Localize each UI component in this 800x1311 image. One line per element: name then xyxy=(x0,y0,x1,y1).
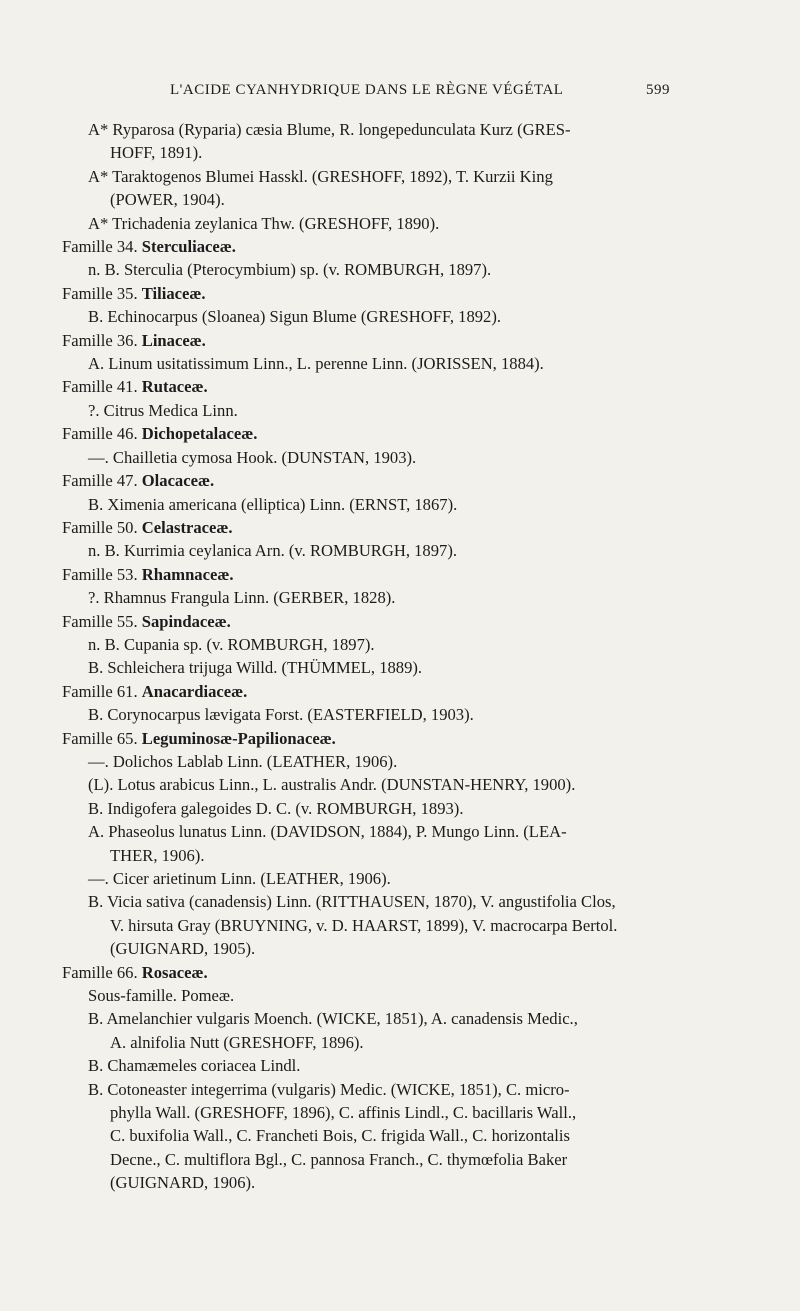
line-text: Famille 65. xyxy=(62,728,142,748)
page-number: 599 xyxy=(646,82,670,98)
line-text: A. Phaseolus lunatus Linn. (DAVIDSON, 1884), P. Mungo Linn. (LEA- xyxy=(88,822,567,842)
line-text: A* Taraktogenos Blumei Hasskl. (GRESHOFF, 1892), T. Kurzii King xyxy=(88,166,553,186)
species-line xyxy=(62,1148,682,1171)
species-line xyxy=(62,118,682,141)
line-text: B. Ximenia americana (elliptica) Linn. (ERNST, 1867). xyxy=(88,494,458,514)
family-name: Leguminosæ-Papilionaceæ. xyxy=(141,728,336,748)
line-text: Decne., C. multiflora Bgl., C. pannosa Franch., C. thymœfolia Baker xyxy=(110,1149,568,1169)
line-text: B. Chamæmeles coriacea Lindl. xyxy=(88,1056,301,1076)
line-text: ?. Rhamnus Frangula Linn. (GERBER, 1828). xyxy=(88,588,396,608)
species-line xyxy=(62,1171,682,1194)
family-heading xyxy=(62,282,682,305)
line-text: B. Corynocarpus lævigata Forst. (EASTERFIELD, 1903). xyxy=(88,705,474,725)
line-text: Famille 36. xyxy=(62,330,142,350)
line-text: Famille 66. xyxy=(62,962,142,982)
line-text: —. Dolichos Lablab Linn. (LEATHER, 1906). xyxy=(88,751,398,771)
line-text: n. B. Cupania sp. (v. ROMBURGH, 1897). xyxy=(88,634,375,654)
family-heading xyxy=(62,610,682,633)
family-heading xyxy=(62,329,682,352)
line-text: phylla Wall. (GRESHOFF, 1896), C. affinis Lindl., C. bacillaris Wall., xyxy=(110,1103,577,1123)
line-text: A. Linum usitatissimum Linn., L. perenne Linn. (JORISSEN, 1884). xyxy=(88,354,544,374)
line-text: Famille 41. xyxy=(62,377,142,397)
species-line xyxy=(62,212,682,235)
line-text: (POWER, 1904). xyxy=(110,190,225,210)
family-name: Rosaceæ. xyxy=(141,962,208,982)
species-line xyxy=(62,797,682,820)
document-body xyxy=(62,118,682,1195)
line-text: B. Indigofera galegoides D. C. (v. ROMBURGH, 1893). xyxy=(88,798,464,818)
line-text: Famille 34. xyxy=(62,237,142,257)
species-line xyxy=(62,586,682,609)
species-line xyxy=(62,914,682,937)
line-text: B. Schleichera trijuga Willd. (THÜMMEL, 1889). xyxy=(88,658,423,678)
line-text: V. hirsuta Gray (BRUYNING, v. D. HAARST, 1899), V. macrocarpa Bertol. xyxy=(110,915,618,935)
species-line xyxy=(62,820,682,843)
species-line xyxy=(62,188,682,211)
species-line xyxy=(62,656,682,679)
line-text: Famille 47. xyxy=(62,471,142,491)
species-line xyxy=(62,984,682,1007)
species-line xyxy=(62,773,682,796)
family-name: Sterculiaceæ. xyxy=(141,237,236,257)
family-heading xyxy=(62,375,682,398)
line-text: n. B. Sterculia (Pterocymbium) sp. (v. ROMBURGH, 1897). xyxy=(88,260,492,280)
line-text: B. Vicia sativa (canadensis) Linn. (RITTHAUSEN, 1870), V. angustifolia Clos, xyxy=(88,892,616,912)
line-text: —. Cicer arietinum Linn. (LEATHER, 1906). xyxy=(88,869,391,888)
line-text: Sous-famille. Pomeæ. xyxy=(88,986,235,1006)
species-line xyxy=(62,352,682,375)
line-text: THER, 1906). xyxy=(110,845,205,865)
line-text: A. alnifolia Nutt (GRESHOFF, 1896). xyxy=(110,1032,364,1052)
line-text: A* Ryparosa (Ryparia) cæsia Blume, R. longepedunculata Kurz (GRES- xyxy=(88,120,571,139)
line-text: (L). Lotus arabicus Linn., L. australis Andr. (DUNSTAN-HENRY, 1900). xyxy=(88,775,576,795)
family-name: Rhamnaceæ. xyxy=(141,564,234,584)
species-line xyxy=(62,703,682,726)
species-line xyxy=(62,1054,682,1077)
family-name: Tiliaceæ. xyxy=(141,283,206,303)
species-line xyxy=(62,258,682,281)
family-name: Sapindaceæ. xyxy=(141,611,231,631)
line-text: Famille 50. xyxy=(62,517,142,537)
species-line xyxy=(62,305,682,328)
species-line xyxy=(62,141,682,164)
family-name: Dichopetalaceæ. xyxy=(141,424,258,444)
line-text: Famille 55. xyxy=(62,611,142,631)
family-name: Anacardiaceæ. xyxy=(141,681,248,701)
line-text: A* Trichadenia zeylanica Thw. (GRESHOFF, 1890). xyxy=(88,213,440,233)
species-line xyxy=(62,399,682,422)
line-text: n. B. Kurrimia ceylanica Arn. (v. ROMBURGH, 1897). xyxy=(88,541,457,561)
line-text: Famille 61. xyxy=(62,681,142,701)
species-line xyxy=(62,844,682,867)
line-text: Famille 53. xyxy=(62,564,142,584)
family-name: Linaceæ. xyxy=(141,330,206,350)
species-line xyxy=(62,867,682,890)
species-line xyxy=(62,1124,682,1147)
species-line xyxy=(62,165,682,188)
family-name: Olacaceæ. xyxy=(141,471,215,491)
line-text: (GUIGNARD, 1905). xyxy=(110,939,256,959)
line-text: HOFF, 1891). xyxy=(110,143,203,163)
line-text: B. Echinocarpus (Sloanea) Sigun Blume (GRESHOFF, 1892). xyxy=(88,307,502,327)
family-heading xyxy=(62,422,682,445)
species-line xyxy=(62,493,682,516)
family-name: Celastraceæ. xyxy=(141,517,233,537)
species-line xyxy=(62,1007,682,1030)
line-text: (GUIGNARD, 1906). xyxy=(110,1173,256,1193)
family-name: Rutaceæ. xyxy=(141,377,208,397)
family-heading xyxy=(62,469,682,492)
line-text: B. Cotoneaster integerrima (vulgaris) Medic. (WICKE, 1851), C. micro- xyxy=(88,1079,570,1099)
family-heading xyxy=(62,727,682,750)
line-text: C. buxifolia Wall., C. Francheti Bois, C. frigida Wall., C. horizontalis xyxy=(110,1126,570,1146)
family-heading xyxy=(62,516,682,539)
species-line xyxy=(62,446,682,469)
line-text: B. Amelanchier vulgaris Moench. (WICKE, 1851), A. canadensis Medic., xyxy=(88,1009,578,1029)
family-heading xyxy=(62,563,682,586)
species-line xyxy=(62,1078,682,1101)
running-header xyxy=(170,82,670,106)
line-text: Famille 35. xyxy=(62,283,142,303)
species-line xyxy=(62,539,682,562)
species-line xyxy=(62,633,682,656)
running-title: L'ACIDE CYANHYDRIQUE DANS LE RÈGNE VÉGÉTAL xyxy=(170,82,564,98)
species-line xyxy=(62,937,682,960)
line-text: Famille 46. xyxy=(62,424,142,444)
line-text: —. Chailletia cymosa Hook. (DUNSTAN, 1903). xyxy=(88,447,417,467)
species-line xyxy=(62,750,682,773)
family-heading xyxy=(62,235,682,258)
family-heading xyxy=(62,680,682,703)
species-line xyxy=(62,890,682,913)
family-heading xyxy=(62,961,682,984)
species-line xyxy=(62,1031,682,1054)
line-text: ?. Citrus Medica Linn. xyxy=(88,400,238,420)
species-line xyxy=(62,1101,682,1124)
